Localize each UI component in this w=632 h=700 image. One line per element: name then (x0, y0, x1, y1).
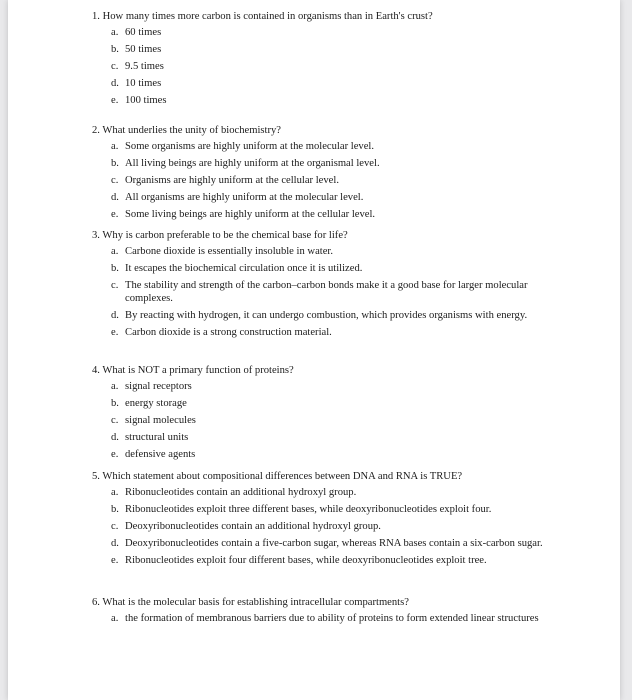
option-letter: c. (111, 174, 119, 186)
option-text: Ribonucleotides contain an additional hydroxyl group. (125, 487, 357, 499)
option-c (92, 279, 552, 305)
option-e (92, 554, 552, 567)
option-c (92, 174, 552, 187)
option-letter: e. (111, 326, 119, 338)
option-b (92, 503, 552, 516)
question-prompt: Which statement about compositional differences between DNA and RNA is TRUE? (102, 471, 463, 482)
option-d (92, 77, 552, 90)
option-text: 10 times (125, 77, 162, 89)
option-a (92, 245, 552, 258)
option-text: signal receptors (125, 381, 192, 393)
option-b (92, 397, 552, 410)
option-letter: e. (111, 94, 119, 106)
question-6-options (92, 612, 552, 625)
option-letter: a. (111, 141, 119, 153)
question-number: 2. (92, 125, 100, 136)
question-prompt: How many times more carbon is contained in organisms than in Earth's crust? (102, 11, 433, 22)
question-2-text (92, 124, 552, 137)
option-text: defensive agents (125, 448, 196, 460)
option-a (92, 140, 552, 153)
option-text: 9.5 times (125, 60, 164, 72)
option-text: Some living beings are highly uniform at the cellular level. (125, 208, 376, 220)
option-letter: c. (111, 520, 119, 532)
option-text: Organisms are highly uniform at the cellular level. (125, 174, 339, 186)
option-a (92, 612, 552, 625)
option-letter: b. (111, 44, 119, 56)
question-prompt: What is the molecular basis for establishing intracellular compartments? (102, 597, 409, 608)
question-3-text (92, 229, 552, 242)
option-letter: b. (111, 263, 119, 275)
option-d (92, 191, 552, 204)
option-text: The stability and strength of the carbon–carbon bonds make it a good base for larger molecular complexes. (125, 279, 528, 304)
option-e (92, 448, 552, 461)
question-prompt: What underlies the unity of biochemistry? (102, 125, 281, 136)
option-text: Some organisms are highly uniform at the molecular level. (125, 141, 374, 153)
option-letter: a. (111, 246, 119, 258)
option-e (92, 208, 552, 221)
option-letter: a. (111, 27, 119, 39)
question-6-text (92, 596, 552, 609)
option-letter: d. (111, 77, 119, 89)
option-letter: b. (111, 158, 119, 170)
option-a (92, 26, 552, 39)
option-text: 60 times (125, 27, 162, 39)
option-text: 100 times (125, 94, 167, 106)
question-2-options (92, 140, 552, 220)
question-1 (92, 10, 552, 110)
option-a (92, 380, 552, 393)
option-text: Carbon dioxide is a strong construction material. (125, 326, 332, 338)
option-c (92, 60, 552, 73)
question-prompt: What is NOT a primary function of proteins? (102, 365, 294, 376)
option-letter: e. (111, 208, 119, 220)
question-5-options (92, 486, 552, 566)
option-text: Ribonucleotides exploit four different bases, while deoxyribonucleotides exploit tree. (125, 554, 487, 566)
question-3 (92, 229, 552, 342)
question-5-text (92, 470, 552, 483)
option-text: By reacting with hydrogen, it can undergo combustion, which provides organisms with energy. (125, 309, 528, 321)
question-6 (92, 596, 552, 629)
question-number: 4. (92, 365, 100, 376)
option-text: Deoxyribonucleotides contain an additional hydroxyl group. (125, 520, 381, 532)
option-b (92, 43, 552, 56)
option-e (92, 94, 552, 107)
option-text: Deoxyribonucleotides contain a five-carbon sugar, whereas RNA bases contain a six-carbon sugar. (125, 537, 543, 549)
option-letter: c. (111, 414, 119, 426)
option-letter: a. (111, 487, 119, 499)
option-d (92, 431, 552, 444)
option-a (92, 486, 552, 499)
option-e (92, 326, 552, 339)
option-letter: d. (111, 191, 119, 203)
document-page (8, 0, 620, 700)
question-5 (92, 470, 552, 570)
question-4-text (92, 364, 552, 377)
question-prompt: Why is carbon preferable to be the chemical base for life? (102, 230, 348, 241)
option-text: the formation of membranous barriers due to ability of proteins to form extended linear structures (125, 613, 539, 625)
option-letter: e. (111, 448, 119, 460)
option-text: Carbone dioxide is essentially insoluble in water. (125, 246, 334, 258)
option-text: All living beings are highly uniform at the organismal level. (125, 158, 380, 170)
option-text: Ribonucleotides exploit three different bases, while deoxyribonucleotides exploit four. (125, 504, 492, 516)
option-letter: c. (111, 60, 119, 72)
option-letter: a. (111, 381, 119, 393)
question-number: 6. (92, 597, 100, 608)
option-d (92, 309, 552, 322)
question-3-options (92, 245, 552, 338)
option-text: It escapes the biochemical circulation once it is utilized. (125, 263, 363, 275)
option-c (92, 520, 552, 533)
option-letter: e. (111, 554, 119, 566)
option-letter: d. (111, 537, 119, 549)
option-letter: d. (111, 431, 119, 443)
option-b (92, 157, 552, 170)
option-letter: b. (111, 398, 119, 410)
question-2 (92, 124, 552, 224)
question-number: 3. (92, 230, 100, 241)
option-text: energy storage (125, 398, 187, 410)
option-c (92, 414, 552, 427)
option-b (92, 262, 552, 275)
option-text: signal molecules (125, 414, 196, 426)
question-number: 5. (92, 471, 100, 482)
option-d (92, 537, 552, 550)
option-text: 50 times (125, 44, 162, 56)
question-4-options (92, 380, 552, 460)
question-1-text (92, 10, 552, 23)
option-letter: a. (111, 613, 119, 625)
option-letter: d. (111, 309, 119, 321)
question-1-options (92, 26, 552, 106)
question-number: 1. (92, 11, 100, 22)
question-4 (92, 364, 552, 464)
option-letter: c. (111, 279, 119, 291)
option-text: structural units (125, 431, 189, 443)
option-text: All organisms are highly uniform at the molecular level. (125, 191, 364, 203)
option-letter: b. (111, 504, 119, 516)
